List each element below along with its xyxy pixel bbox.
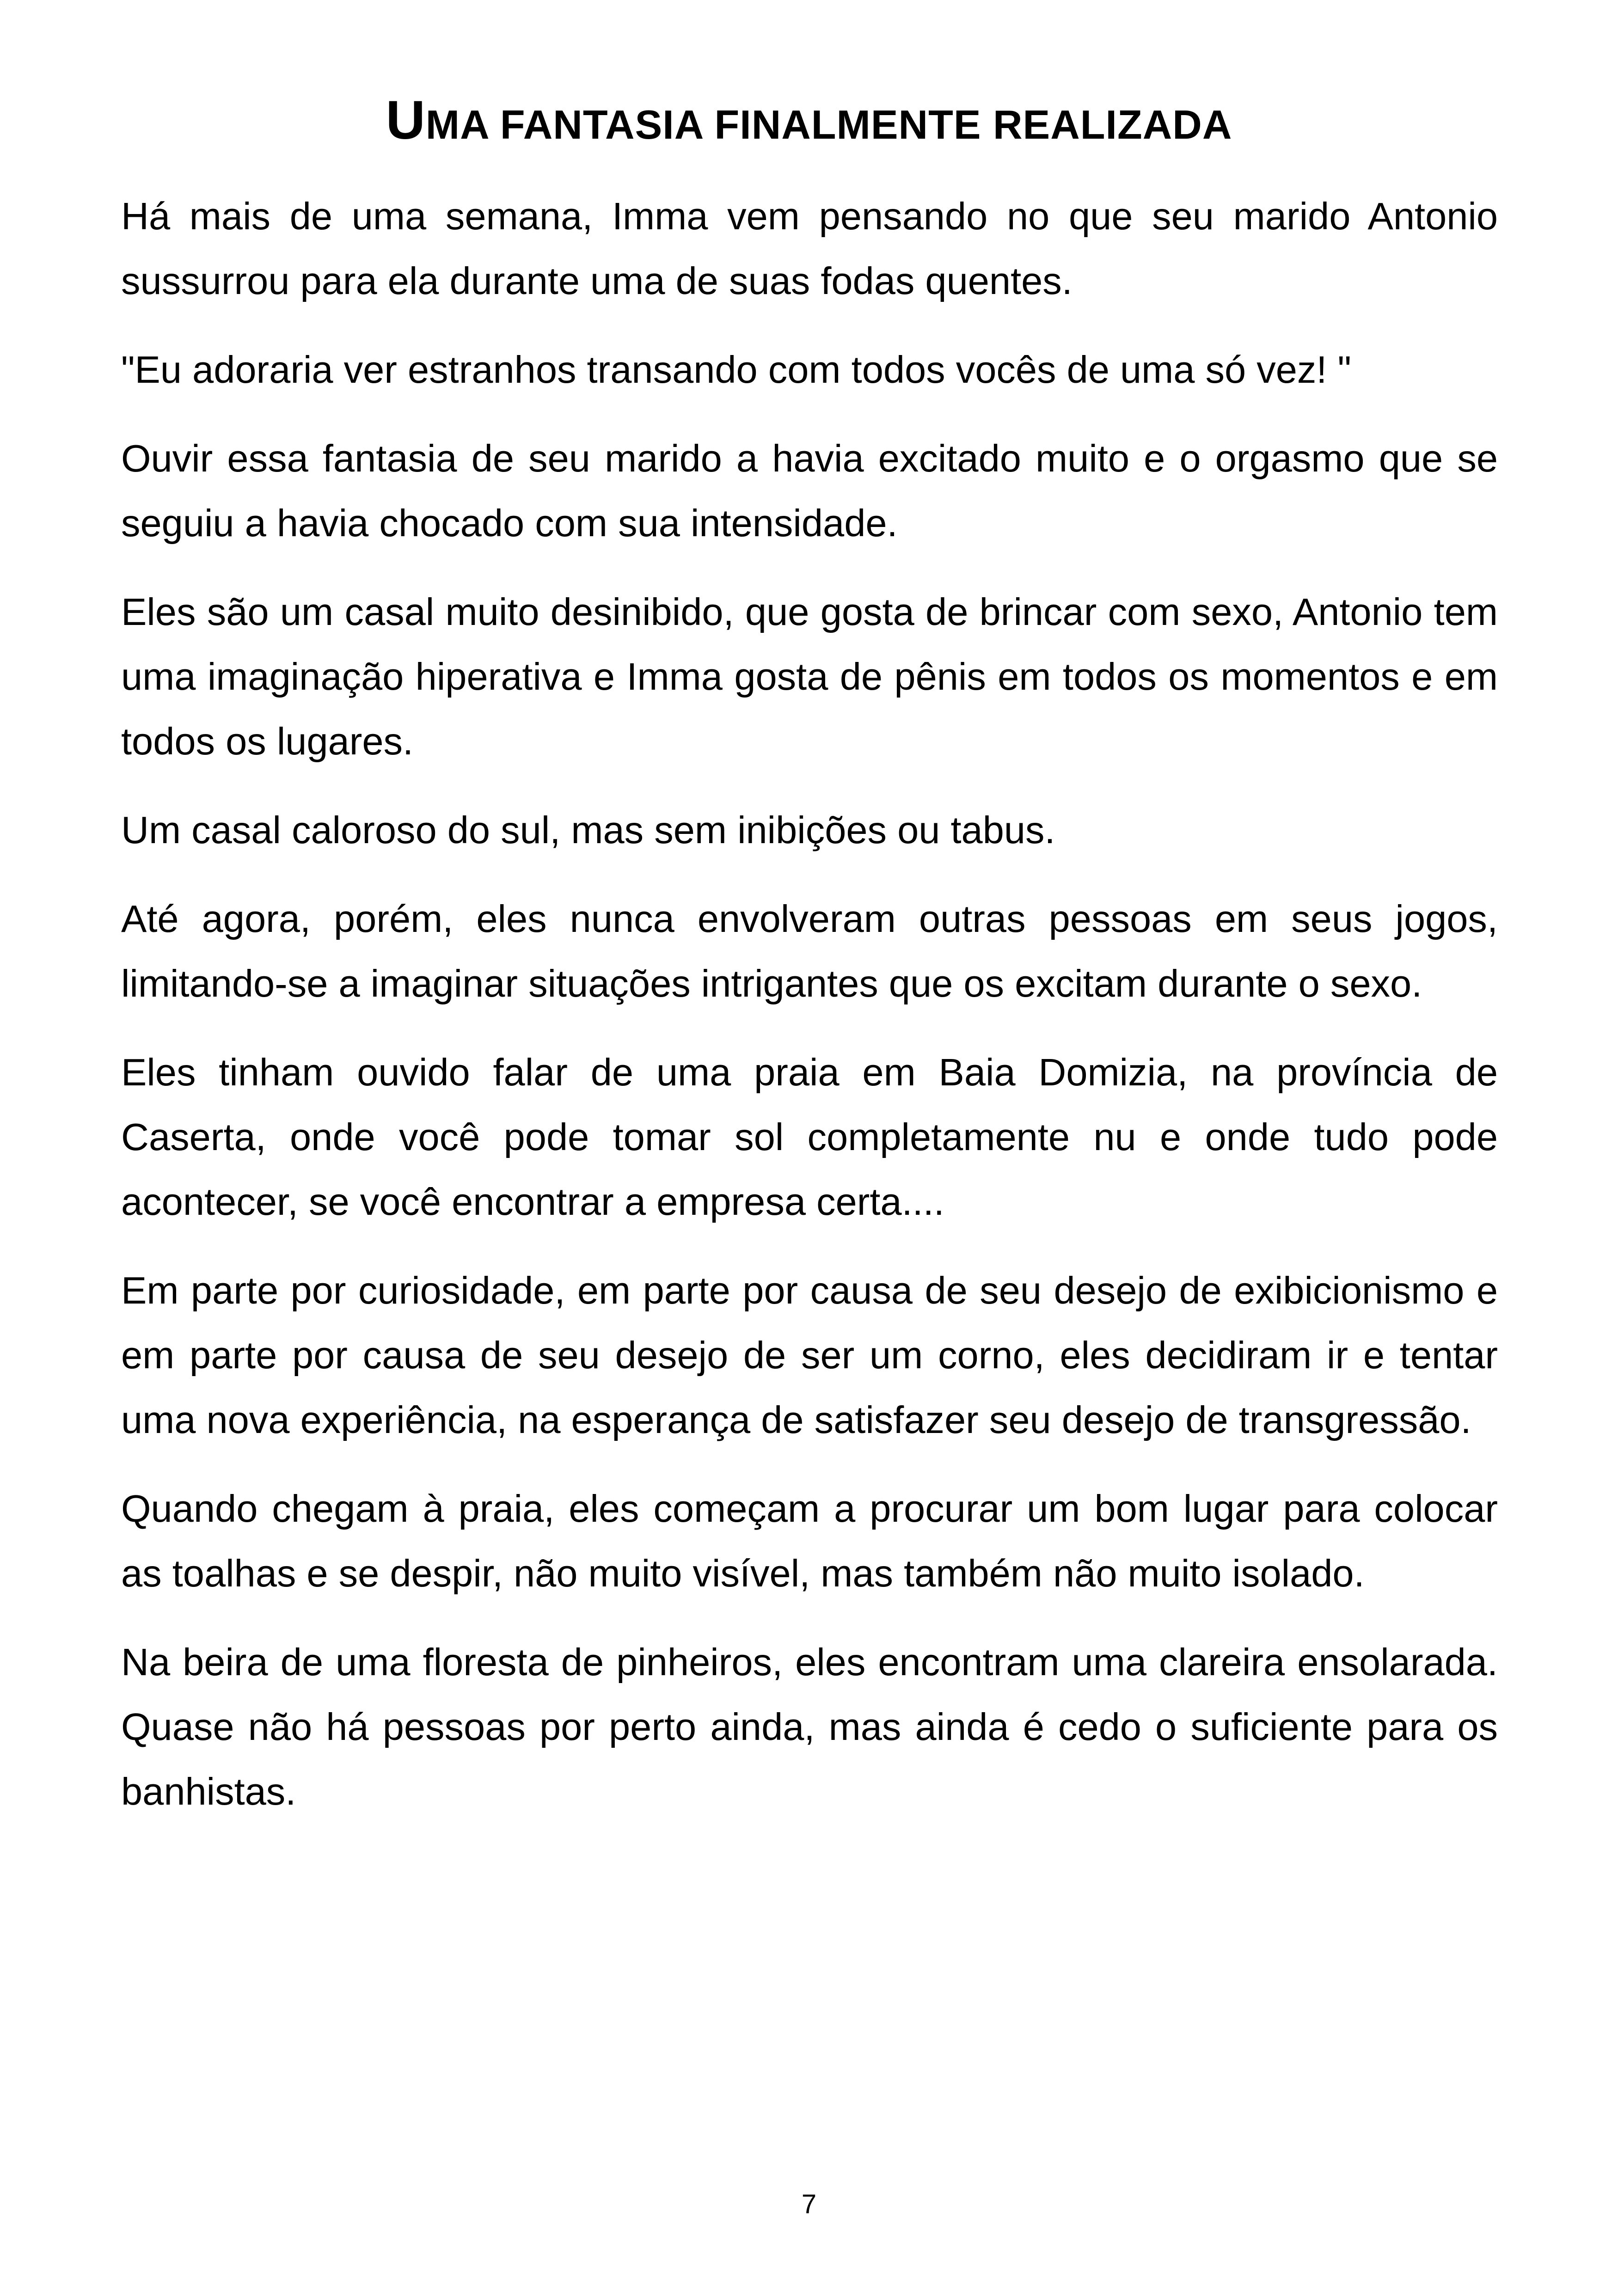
paragraph: Ouvir essa fantasia de seu marido a havia excitado muito e o orgasmo que se seguiu a havia chocado com sua intensidade. [121, 437, 1498, 545]
paragraph: Eles tinham ouvido falar de uma praia em Baia Domizia, na província de Caserta, onde você pode tomar sol completamente nu e onde tudo pode acontecer, se você encontrar a empresa certa.... [121, 1051, 1498, 1223]
paragraph: Eles são um casal muito desinibido, que gosta de brincar com sexo, Antonio tem uma imaginação hiperativa e Imma gosta de pênis em todos os momentos e em todos os lugares. [121, 590, 1498, 763]
chapter-title-initial: U [386, 90, 426, 151]
chapter-title [120, 88, 1498, 153]
paragraph: Na beira de uma floresta de pinheiros, eles encontram uma clareira ensolarada. Quase não há pessoas por perto ainda, mas ainda é cedo o suficiente para os banhistas. [121, 1641, 1498, 1813]
paragraph: Um casal caloroso do sul, mas sem inibições ou tabus. [121, 808, 1055, 851]
paragraph: "Eu adoraria ver estranhos transando com todos vocês de uma só vez! " [121, 348, 1351, 391]
body-text [121, 184, 1498, 1848]
paragraph: Há mais de uma semana, Imma vem pensando no que seu marido Antonio sussurrou para ela durante uma de suas fodas quentes. [121, 195, 1498, 302]
page-number: 7 [801, 2189, 817, 2219]
paragraph: Em parte por curiosidade, em parte por causa de seu desejo de exibicionismo e em parte por causa de seu desejo de ser um corno, eles decidiram ir e tentar uma nova experiência, na esperança de satisfazer seu desejo de transgressão. [121, 1269, 1498, 1441]
paragraph: Até agora, porém, eles nunca envolveram outras pessoas em seus jogos, limitando-se a imaginar situações intrigantes que os excitam durante o sexo. [121, 897, 1498, 1005]
paragraph: Quando chegam à praia, eles começam a procurar um bom lugar para colocar as toalhas e se despir, não muito visível, mas também não muito isolado. [121, 1487, 1498, 1595]
chapter-title-rest: MA FANTASIA FINALMENTE REALIZADA [425, 102, 1232, 147]
